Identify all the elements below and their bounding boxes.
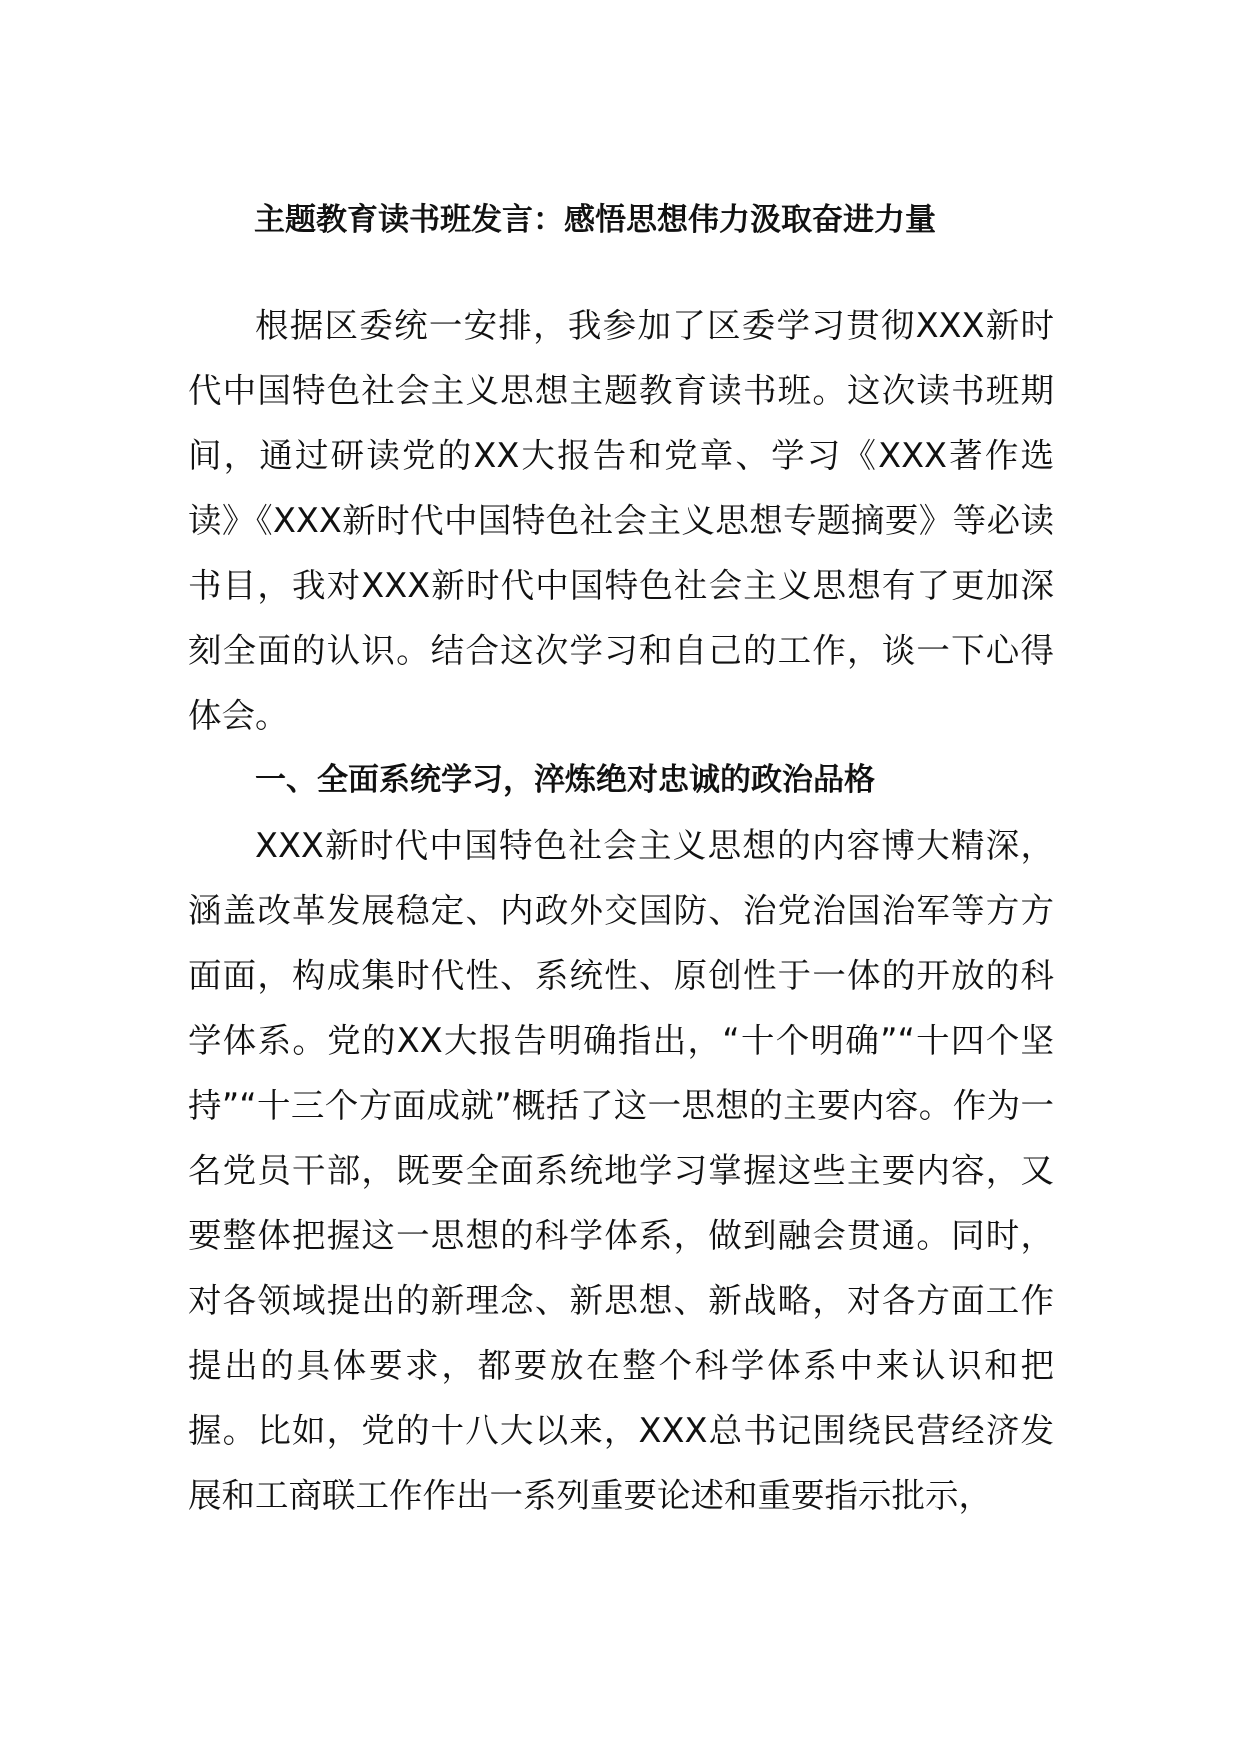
section-1-paragraph: XXX新时代中国特色社会主义思想的内容博大精深，涵盖改革发展稳定、内政外交国防、治党治国治军等方方面面，构成集时代性、系统性、原创性于一体的开放的科学体系。党的XX大报告明确指出，“十个明确”“十四个坚持”“十三个方面成就”概括了这一思想的主要内容。作为一名党员干部，既要全面系统地学习掌握这些主要内容，又要整体把握这一思想的科学体系，做到融会贯通。同时，对各领域提出的新理念、新思想、新战略，对各方面工作提出的具体要求，都要放在整个科学体系中来认识和把握。比如，党的十八大以来，XXX总书记围绕民营经济发展和工商联工作作出一系列重要论述和重要指示批示， — [188, 826, 1054, 1515]
section-heading-1: 一、全面系统学习，淬炼绝对忠诚的政治品格 — [255, 762, 875, 798]
intro-paragraph: 根据区委统一安排，我参加了区委学习贯彻XXX新时代中国特色社会主义思想主题教育读书班。这次读书班期间，通过研读党的XX大报告和党章、学习《XXX著作选读》《XXX新时代中国特色社会主义思想专题摘要》等必读书目，我对XXX新时代中国特色社会主义思想有了更加深刻全面的认识。结合这次学习和自己的工作，谈一下心得体会。 — [188, 306, 1054, 735]
document-body — [188, 200, 1054, 1528]
document-title: 主题教育读书班发言：感悟思想伟力汲取奋进力量 — [254, 202, 936, 238]
